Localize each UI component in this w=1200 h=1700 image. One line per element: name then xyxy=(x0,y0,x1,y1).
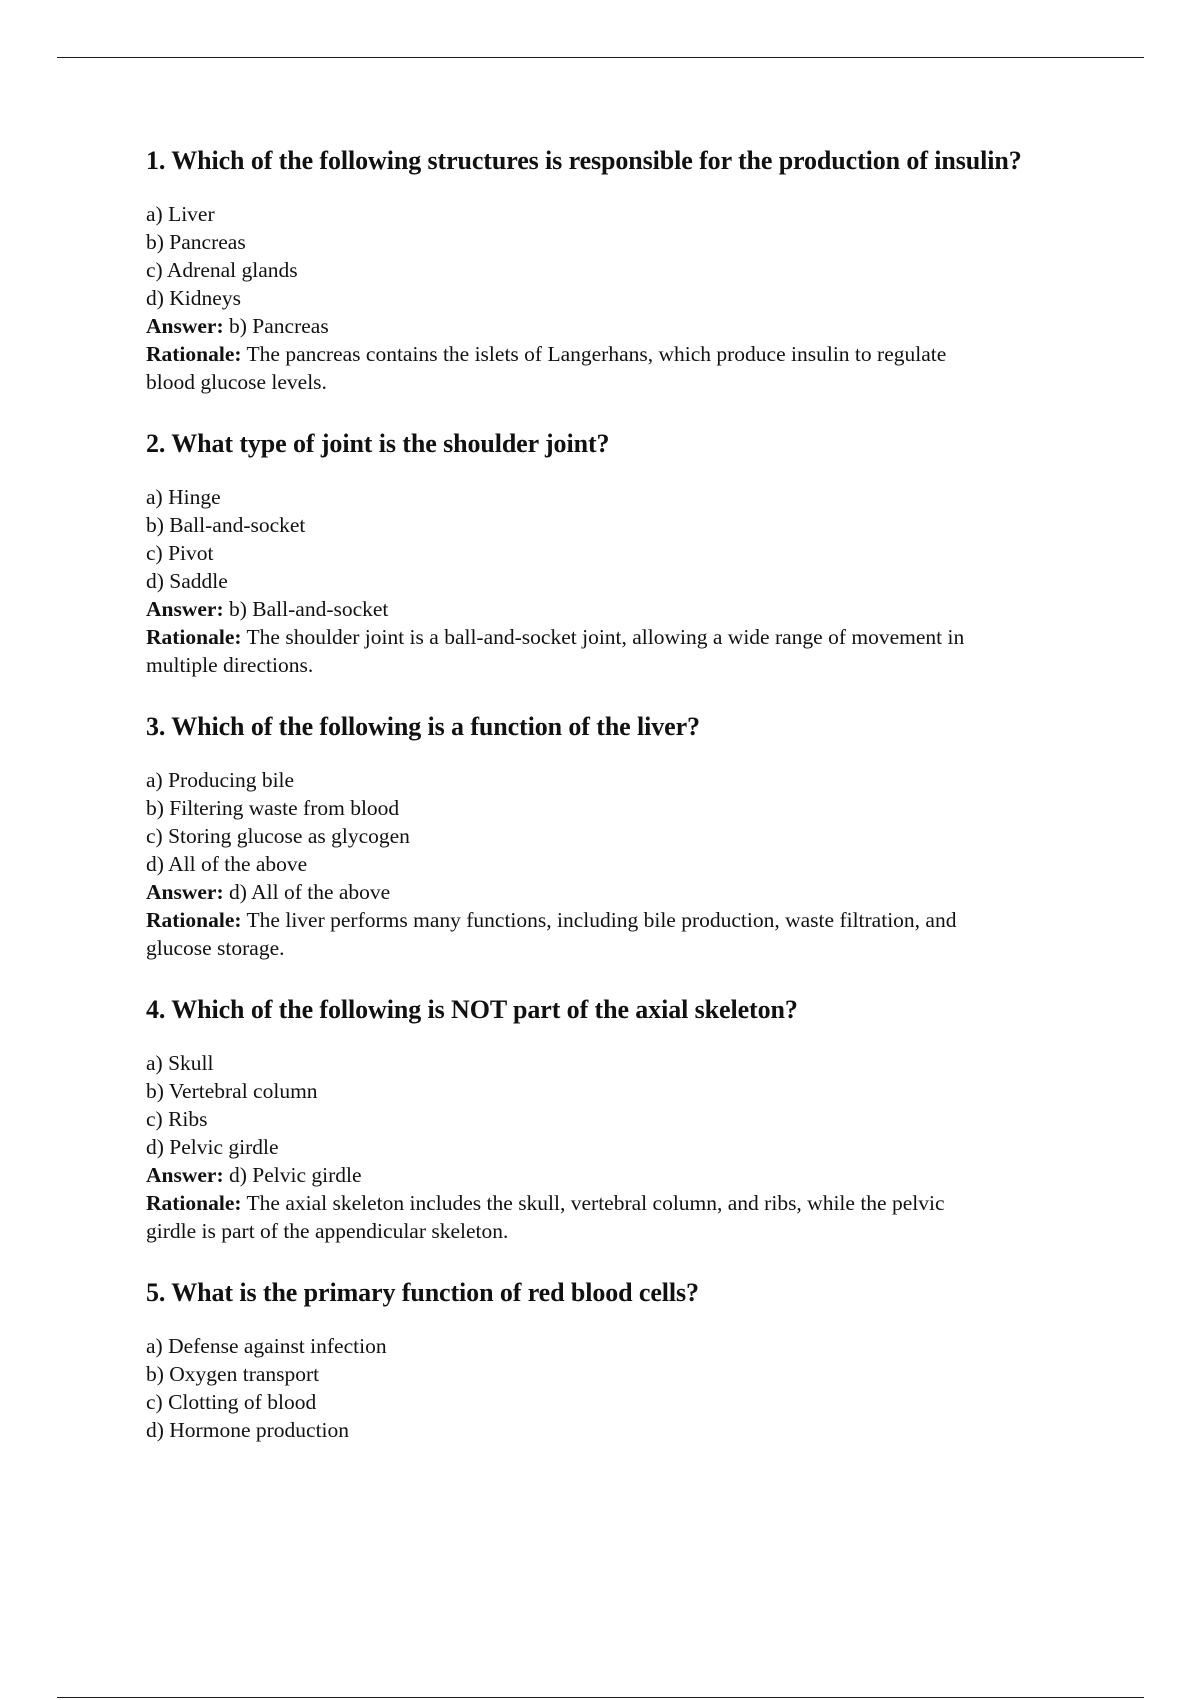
option-a: a) Producing bile xyxy=(146,768,295,792)
answer-label: Answer: xyxy=(146,880,224,904)
rationale-label: Rationale: xyxy=(146,908,242,932)
answer-line xyxy=(146,312,1106,340)
option-c: c) Ribs xyxy=(146,1107,208,1131)
answer-label: Answer: xyxy=(146,597,224,621)
answer-value: b) Pancreas xyxy=(229,314,329,338)
rationale-text-1: The liver performs many functions, including bile production, waste filtration, and xyxy=(246,908,957,932)
answer-label: Answer: xyxy=(146,1163,224,1187)
question-title: 1. Which of the following structures is responsible for the production of insulin? xyxy=(146,146,1022,175)
option-c: c) Adrenal glands xyxy=(146,258,298,282)
option-d: d) Pelvic girdle xyxy=(146,1135,279,1159)
rationale-text-1: The axial skeleton includes the skull, vertebral column, and ribs, while the pelvic xyxy=(246,1191,945,1215)
option-b: b) Oxygen transport xyxy=(146,1362,320,1386)
answer-value: d) Pelvic girdle xyxy=(229,1163,362,1187)
option-c: c) Clotting of blood xyxy=(146,1390,317,1414)
option-d: d) Hormone production xyxy=(146,1418,350,1442)
rationale-text-1: The pancreas contains the islets of Langerhans, which produce insulin to regulate xyxy=(246,342,947,366)
option-list xyxy=(146,1332,1106,1444)
rationale-label: Rationale: xyxy=(146,625,242,649)
option-b: b) Pancreas xyxy=(146,230,246,254)
question-2 xyxy=(146,429,1106,679)
option-list xyxy=(146,200,1106,312)
option-c: c) Storing glucose as glycogen xyxy=(146,824,410,848)
option-a: a) Skull xyxy=(146,1051,214,1075)
option-d: d) Kidneys xyxy=(146,286,241,310)
answer-value: b) Ball-and-socket xyxy=(229,597,389,621)
rationale-line-2: glucose storage. xyxy=(146,936,285,960)
option-b: b) Ball-and-socket xyxy=(146,513,306,537)
bottom-rule xyxy=(57,1697,1144,1698)
question-5 xyxy=(146,1278,1106,1444)
question-title: 3. Which of the following is a function of the liver? xyxy=(146,712,700,741)
option-a: a) Liver xyxy=(146,202,215,226)
rationale-label: Rationale: xyxy=(146,342,242,366)
option-c: c) Pivot xyxy=(146,541,214,565)
question-title: 5. What is the primary function of red blood cells? xyxy=(146,1278,699,1307)
option-a: a) Hinge xyxy=(146,485,221,509)
option-b: b) Vertebral column xyxy=(146,1079,318,1103)
option-a: a) Defense against infection xyxy=(146,1334,387,1358)
question-3 xyxy=(146,712,1106,962)
rationale-text-1: The shoulder joint is a ball-and-socket joint, allowing a wide range of movement in xyxy=(246,625,965,649)
answer-label: Answer: xyxy=(146,314,224,338)
answer-line xyxy=(146,878,1106,906)
question-title: 4. Which of the following is NOT part of the axial skeleton? xyxy=(146,995,798,1024)
rationale-line-2: blood glucose levels. xyxy=(146,370,327,394)
rationale-line-2: girdle is part of the appendicular skeleton. xyxy=(146,1219,509,1243)
rationale-label: Rationale: xyxy=(146,1191,242,1215)
option-list xyxy=(146,766,1106,878)
option-b: b) Filtering waste from blood xyxy=(146,796,400,820)
option-list xyxy=(146,483,1106,595)
option-d: d) All of the above xyxy=(146,852,308,876)
rationale-line-1 xyxy=(146,623,1106,651)
answer-value: d) All of the above xyxy=(229,880,391,904)
rationale-line-1 xyxy=(146,906,1106,934)
option-list xyxy=(146,1049,1106,1161)
question-1 xyxy=(146,146,1106,396)
answer-line xyxy=(146,595,1106,623)
rationale-line-2: multiple directions. xyxy=(146,653,314,677)
rationale-line-1 xyxy=(146,340,1106,368)
option-d: d) Saddle xyxy=(146,569,228,593)
question-4 xyxy=(146,995,1106,1245)
rationale-line-1 xyxy=(146,1189,1106,1217)
top-rule xyxy=(57,57,1144,58)
question-title: 2. What type of joint is the shoulder joint? xyxy=(146,429,610,458)
answer-line xyxy=(146,1161,1106,1189)
